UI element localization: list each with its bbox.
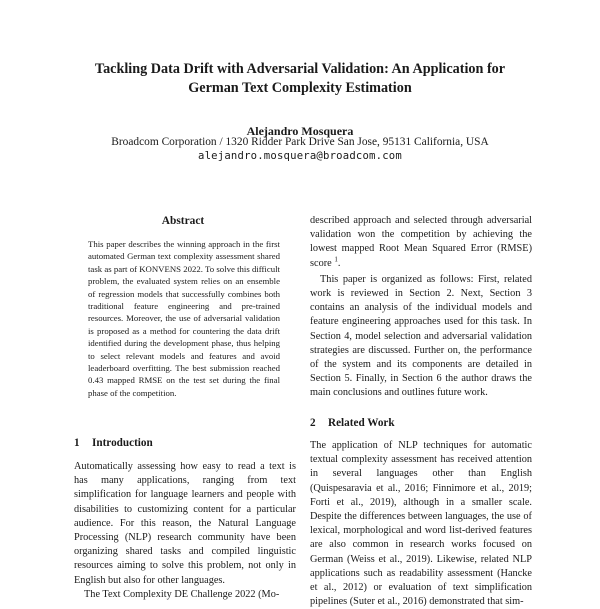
section-1-paragraph-2: The Text Complexity DE Challenge 2022 (Mo- [84,588,280,600]
section-2-heading [310,416,532,430]
right-column-paragraph-1-end: . [337,257,341,269]
section-1-number: 1 [74,437,80,449]
section-1-title: Introduction [92,437,153,449]
footnote-mark: 1 [334,255,338,264]
right-column-paragraph-1 [310,214,532,271]
paper-title-line-1: Tackling Data Drift with Adversarial Validation: An Application for [94,61,506,77]
author-name: Alejandro Mosquera [246,124,354,138]
section-2-body: The application of NLP techniques for automatic textual complexity assessment has received attention in several languages other than English (Quispesaravia et al., 2016; Finnimore et al., 2019; Forti et al., 2019), although in a smaller scale. Despite the differences between languages, the use of lexical, morphological and word list-derived features are also common in research works focused on German (Weiss et al., 2019). Likewise, related NLP applications such as readability assessment (Hancke et al., 2012) or evaluation of text simplification pipelines (Suter et al., 2016) demonstrated that sim- [310,440,532,608]
abstract-text: This paper describes the winning approach in the first automated German text complexity assessment shared task as part of KONVENS 2022. To solve this difficult problem, the evaluated system relies on an ensemble of regression models that successfully combines both traditional feature engineering and pre-trained resources. Moreover, the use of adversarial validation is proposed as a method for countering the data drift identified during the development phase, thus helping to select relevant models and features and avoid leaderboard overfitting. The best submission reached 0.43 mapped RMSE on the test set during the final phase of the competition. [88,239,280,398]
right-column-paragraph-1-text: described approach and selected through adversarial validation won the competition by achieving the lowest mapped Root Mean Squared Error (RMSE) score [310,215,532,269]
section-1-body [74,460,296,602]
section-1-paragraph-1: Automatically assessing how easy to read a text is has many applications, ranging from text simplification for language learners and people with disabilities to customizing content for a particular audience. For this reason, the Natural Language Processing (NLP) research community have been organizing shared tasks and compiled linguistic resources aiming to solve this problem, not only in English but also for other languages. [74,461,296,586]
paper-title-line-2: German Text Complexity Estimation [188,80,412,96]
right-column-text [310,214,532,401]
section-2-number: 2 [310,417,316,429]
author-email: alejandro.mosquera@broadcom.com [198,150,402,162]
abstract-heading: Abstract [161,215,205,227]
section-2-title: Related Work [328,417,395,429]
section-1-heading [74,436,294,450]
paper-title [0,60,600,98]
author-affiliation: Broadcom Corporation / 1320 Ridder Park Drive San Jose, 95131 California, USA [111,136,489,148]
right-column-paragraph-2: This paper is organized as follows: First, related work is reviewed in Section 2. Next, Section 3 contains an analysis of the individual models and feature engineering approaches used for this task. In Section 4, model selection and adversarial validation strategies are discussed. Further on, the performance of the system and its components are detailed in Section 5. Finally, in Section 6 the author draws the main conclusions and outlines future work. [310,273,532,399]
